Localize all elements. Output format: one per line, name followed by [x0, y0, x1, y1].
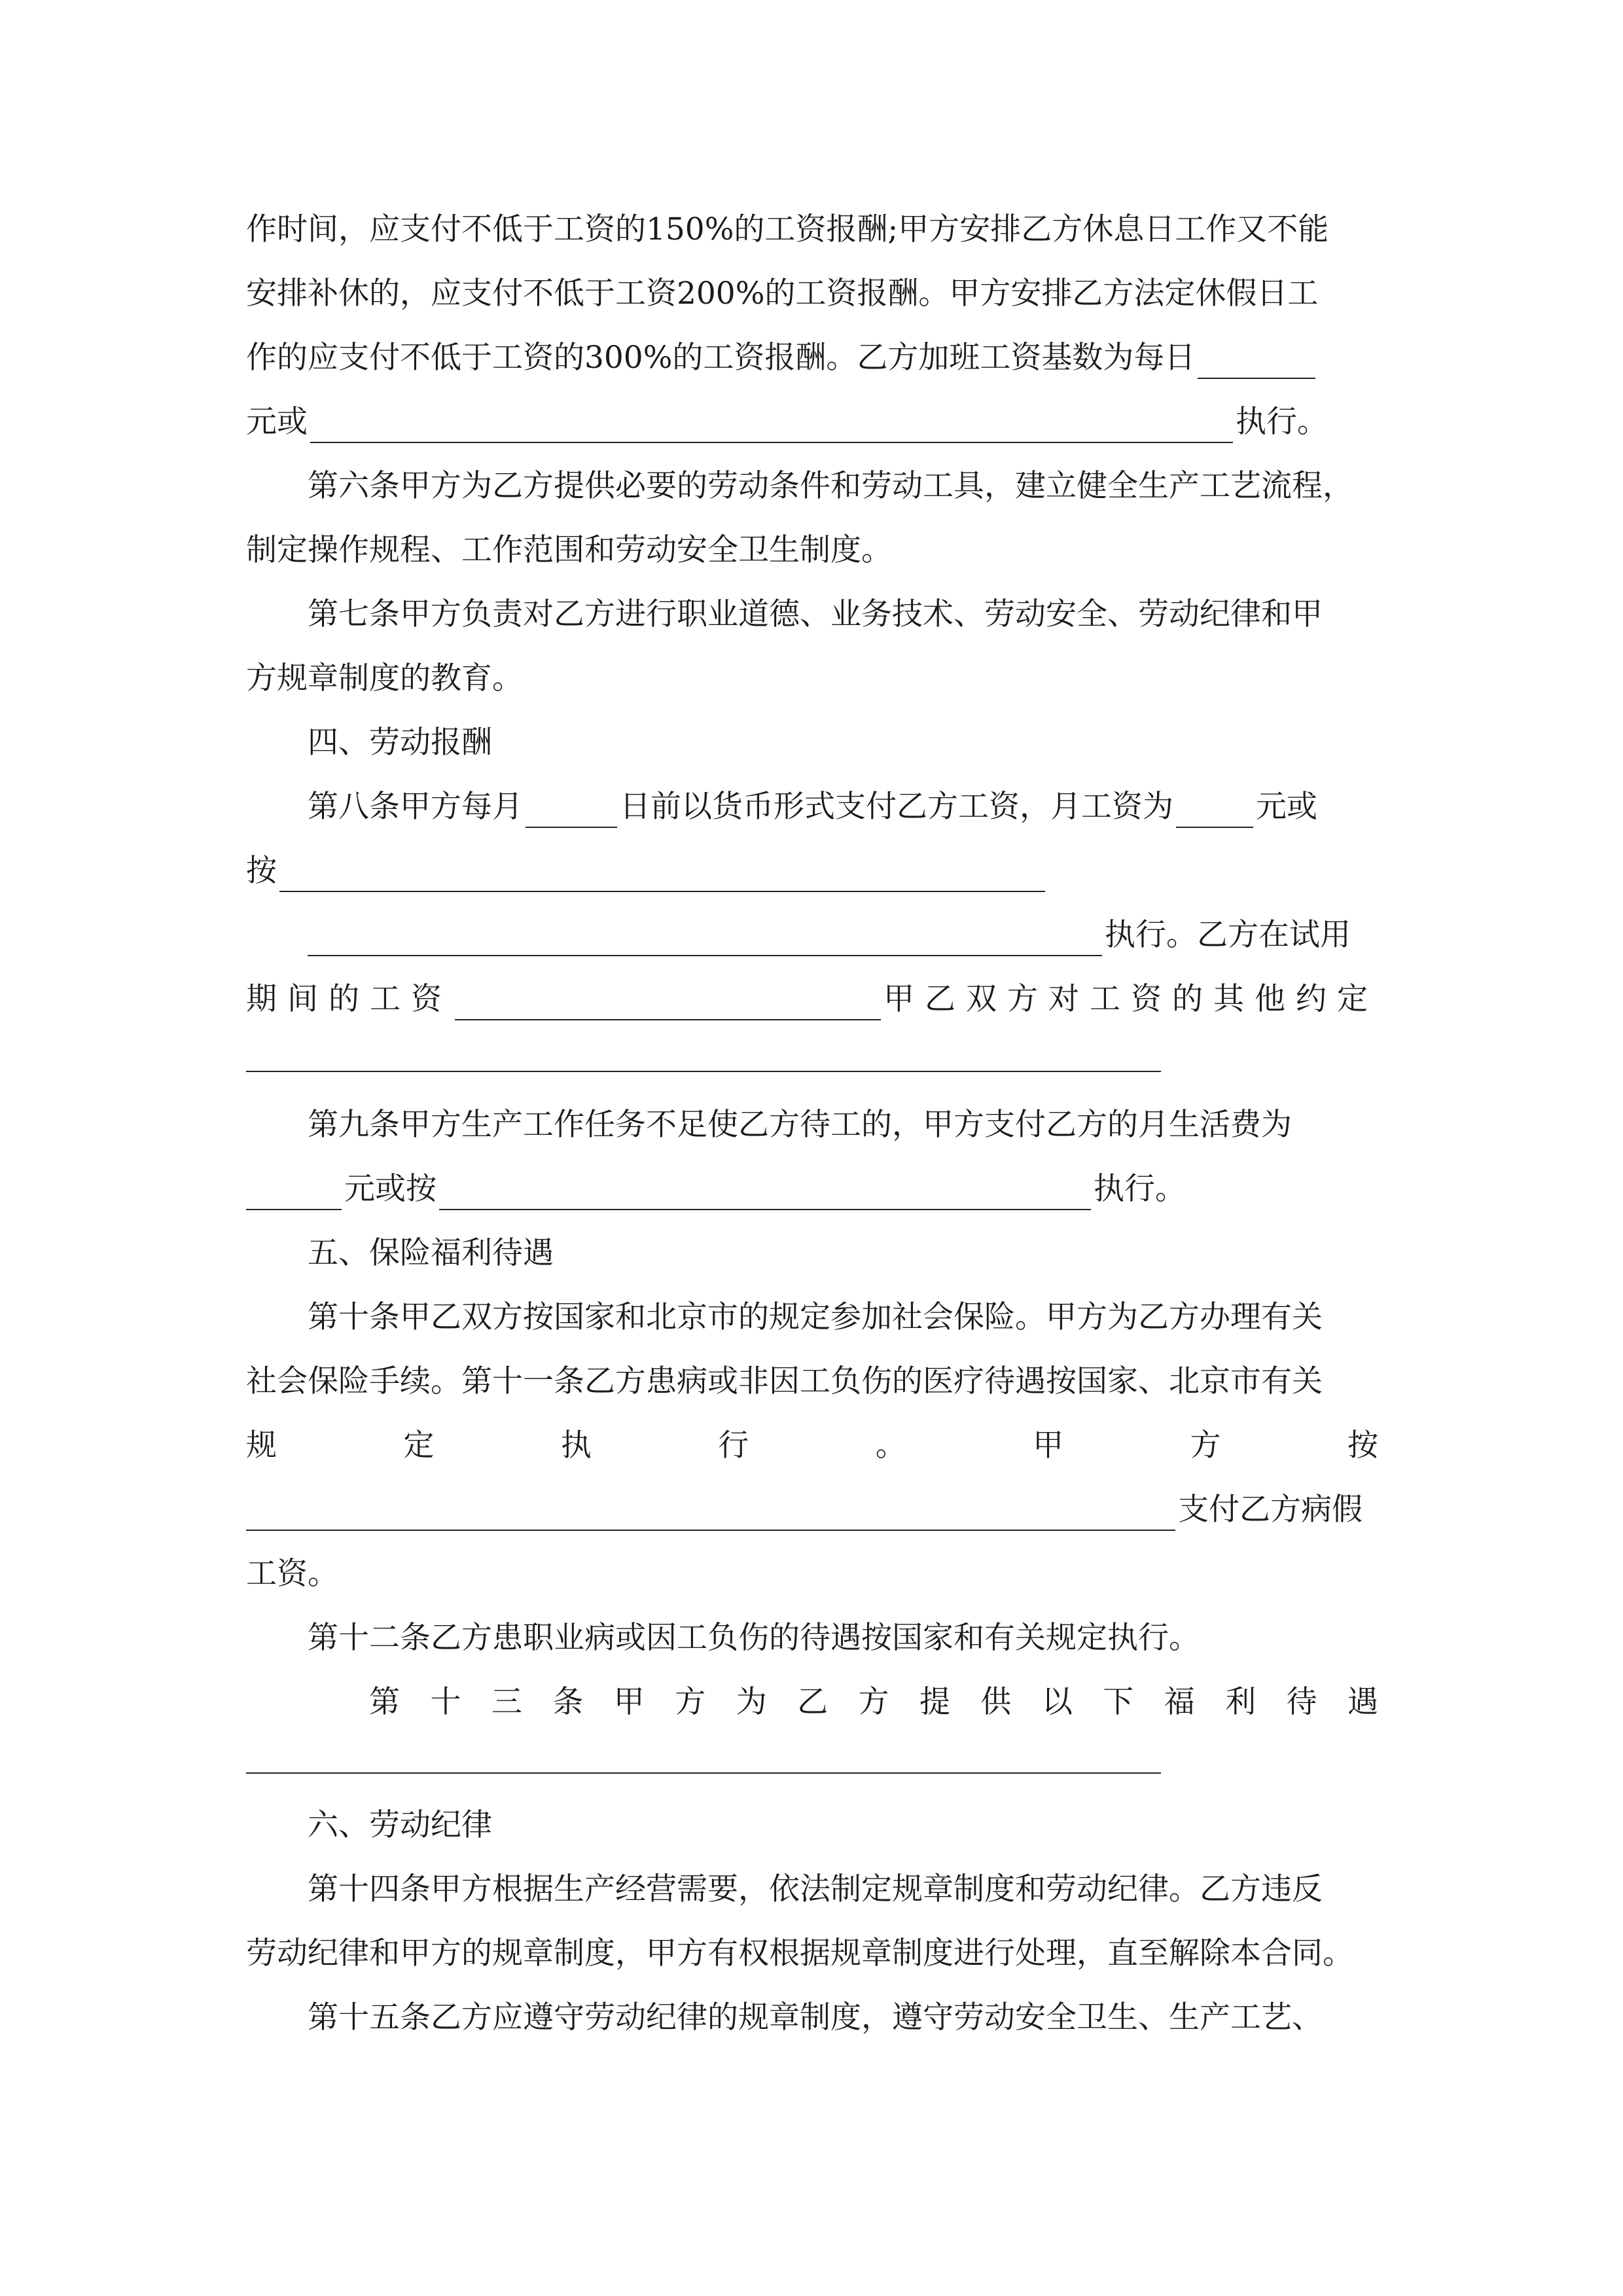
text-segment: 支付乙方病假 — [1178, 1492, 1363, 1528]
blank-field — [246, 1168, 342, 1210]
char: 。 — [875, 1427, 906, 1463]
blank-field — [246, 1071, 1161, 1072]
section-heading — [308, 1221, 1378, 1285]
text-segment: 社会保险手续。第十一条乙方患病或非因工负伤的医疗待遇按国家、北京市有关 — [246, 1363, 1323, 1399]
paragraph-start — [308, 1093, 1378, 1157]
text-line — [246, 1157, 1378, 1221]
text-line — [246, 198, 1378, 262]
text-segment: 执行。乙方在试用 — [1105, 917, 1351, 953]
char: 利 — [1225, 1684, 1257, 1720]
char: 方 — [1190, 1427, 1221, 1463]
paragraph-start — [308, 454, 1378, 518]
heading-text: 四、劳动报酬 — [308, 725, 492, 761]
text-line — [246, 518, 1378, 583]
blank-field — [439, 1168, 1091, 1210]
char: 规 — [246, 1427, 277, 1463]
char: 遇 — [1347, 1684, 1378, 1720]
paragraph-start — [308, 1285, 1378, 1350]
text-line — [246, 839, 1378, 903]
paragraph-start — [308, 1857, 1378, 1922]
char: 三 — [491, 1684, 522, 1720]
char: 为 — [736, 1684, 767, 1720]
text-line — [246, 390, 1378, 454]
text-segment: 期间的工资 — [246, 981, 452, 1017]
section-heading — [308, 1793, 1378, 1857]
heading-text: 六、劳动纪律 — [308, 1807, 492, 1843]
blank-field — [526, 786, 617, 828]
char: 方 — [858, 1684, 889, 1720]
text-segment: 执行。 — [1094, 1171, 1186, 1207]
text-segment: 制定操作规程、工作范围和劳动安全卫生制度。 — [246, 532, 892, 568]
char: 第 — [369, 1684, 400, 1720]
text-line — [308, 903, 1378, 967]
char: 下 — [1103, 1684, 1134, 1720]
char: 福 — [1164, 1684, 1195, 1720]
text-segment: 第十二条乙方患职业病或因工负伤的待遇按国家和有关规定执行。 — [308, 1620, 1200, 1656]
char: 定 — [403, 1427, 435, 1463]
heading-text: 五、保险福利待遇 — [308, 1235, 554, 1271]
text-segment: 方规章制度的教育。 — [246, 660, 523, 696]
text-line — [246, 1542, 1378, 1606]
text-segment: 第八条甲方每月 — [308, 789, 523, 825]
text-segment: 日前以货币形式支付乙方工资，月工资为 — [620, 789, 1173, 825]
paragraph-start — [308, 775, 1378, 839]
text-segment: 安排补休的，应支付不低于工资200%的工资报酬。甲方安排乙方法定休假日工 — [246, 276, 1319, 312]
blank-field — [246, 1772, 1161, 1774]
text-segment: 执行。 — [1236, 404, 1328, 440]
text-line-justified — [369, 1670, 1378, 1734]
char: 甲 — [1033, 1427, 1064, 1463]
text-segment: 作时间，应支付不低于工资的150%的工资报酬;甲方安排乙方休息日工作又不能 — [246, 211, 1329, 247]
char: 执 — [560, 1427, 592, 1463]
text-line-justified — [246, 1414, 1378, 1478]
text-segment: 甲乙双方对工资的其他约定 — [883, 981, 1378, 1017]
text-segment: 第七条甲方负责对乙方进行职业道德、业务技术、劳动安全、劳动纪律和甲 — [308, 596, 1323, 632]
blank-field — [310, 401, 1233, 443]
text-segment: 作的应支付不低于工资的300%的工资报酬。乙方加班工资基数为每日 — [246, 340, 1196, 376]
char: 按 — [1347, 1427, 1378, 1463]
text-segment: 第九条甲方生产工作任务不足使乙方待工的，甲方支付乙方的月生活费为 — [308, 1107, 1292, 1143]
blank-field — [1198, 337, 1315, 379]
blank-field — [455, 978, 881, 1020]
text-segment: 元或按 — [344, 1171, 437, 1207]
char: 甲 — [613, 1684, 645, 1720]
char: 乙 — [797, 1684, 829, 1720]
char: 待 — [1286, 1684, 1317, 1720]
char: 提 — [919, 1684, 950, 1720]
blank-field — [279, 850, 1045, 892]
blank-field — [1176, 786, 1253, 828]
blank-field — [308, 914, 1102, 956]
text-segment: 劳动纪律和甲方的规章制度，甲方有权根据规章制度进行处理，直至解除本合同。 — [246, 1935, 1353, 1971]
text-segment: 第十条甲乙双方按国家和北京市的规定参加社会保险。甲方为乙方办理有关 — [308, 1299, 1323, 1335]
paragraph-start — [308, 1606, 1378, 1670]
char: 供 — [980, 1684, 1012, 1720]
text-line — [246, 1350, 1378, 1414]
text-line — [246, 326, 1378, 390]
text-segment: 按 — [246, 853, 277, 889]
paragraph-start — [308, 583, 1378, 647]
char: 十 — [430, 1684, 461, 1720]
text-line — [246, 1478, 1378, 1542]
char: 方 — [675, 1684, 706, 1720]
text-segment: 元或 — [1256, 789, 1317, 825]
section-heading — [308, 711, 1378, 775]
text-line — [246, 262, 1378, 326]
text-segment: 第十四条甲方根据生产经营需要，依法制定规章制度和劳动纪律。乙方违反 — [308, 1871, 1323, 1907]
text-segment: 第六条甲方为乙方提供必要的劳动条件和劳动工具，建立健全生产工艺流程， — [308, 468, 1353, 504]
text-line — [246, 967, 1378, 1031]
paragraph-start — [308, 1986, 1378, 2050]
char: 以 — [1041, 1684, 1073, 1720]
text-segment: 元或 — [246, 404, 308, 440]
text-line — [246, 647, 1378, 711]
text-segment: 第十五条乙方应遵守劳动纪律的规章制度，遵守劳动安全卫生、生产工艺、 — [308, 2000, 1323, 2036]
blank-field — [246, 1489, 1175, 1531]
char: 条 — [552, 1684, 584, 1720]
text-line — [246, 1922, 1378, 1986]
text-segment: 工资。 — [246, 1556, 338, 1592]
char: 行 — [718, 1427, 749, 1463]
